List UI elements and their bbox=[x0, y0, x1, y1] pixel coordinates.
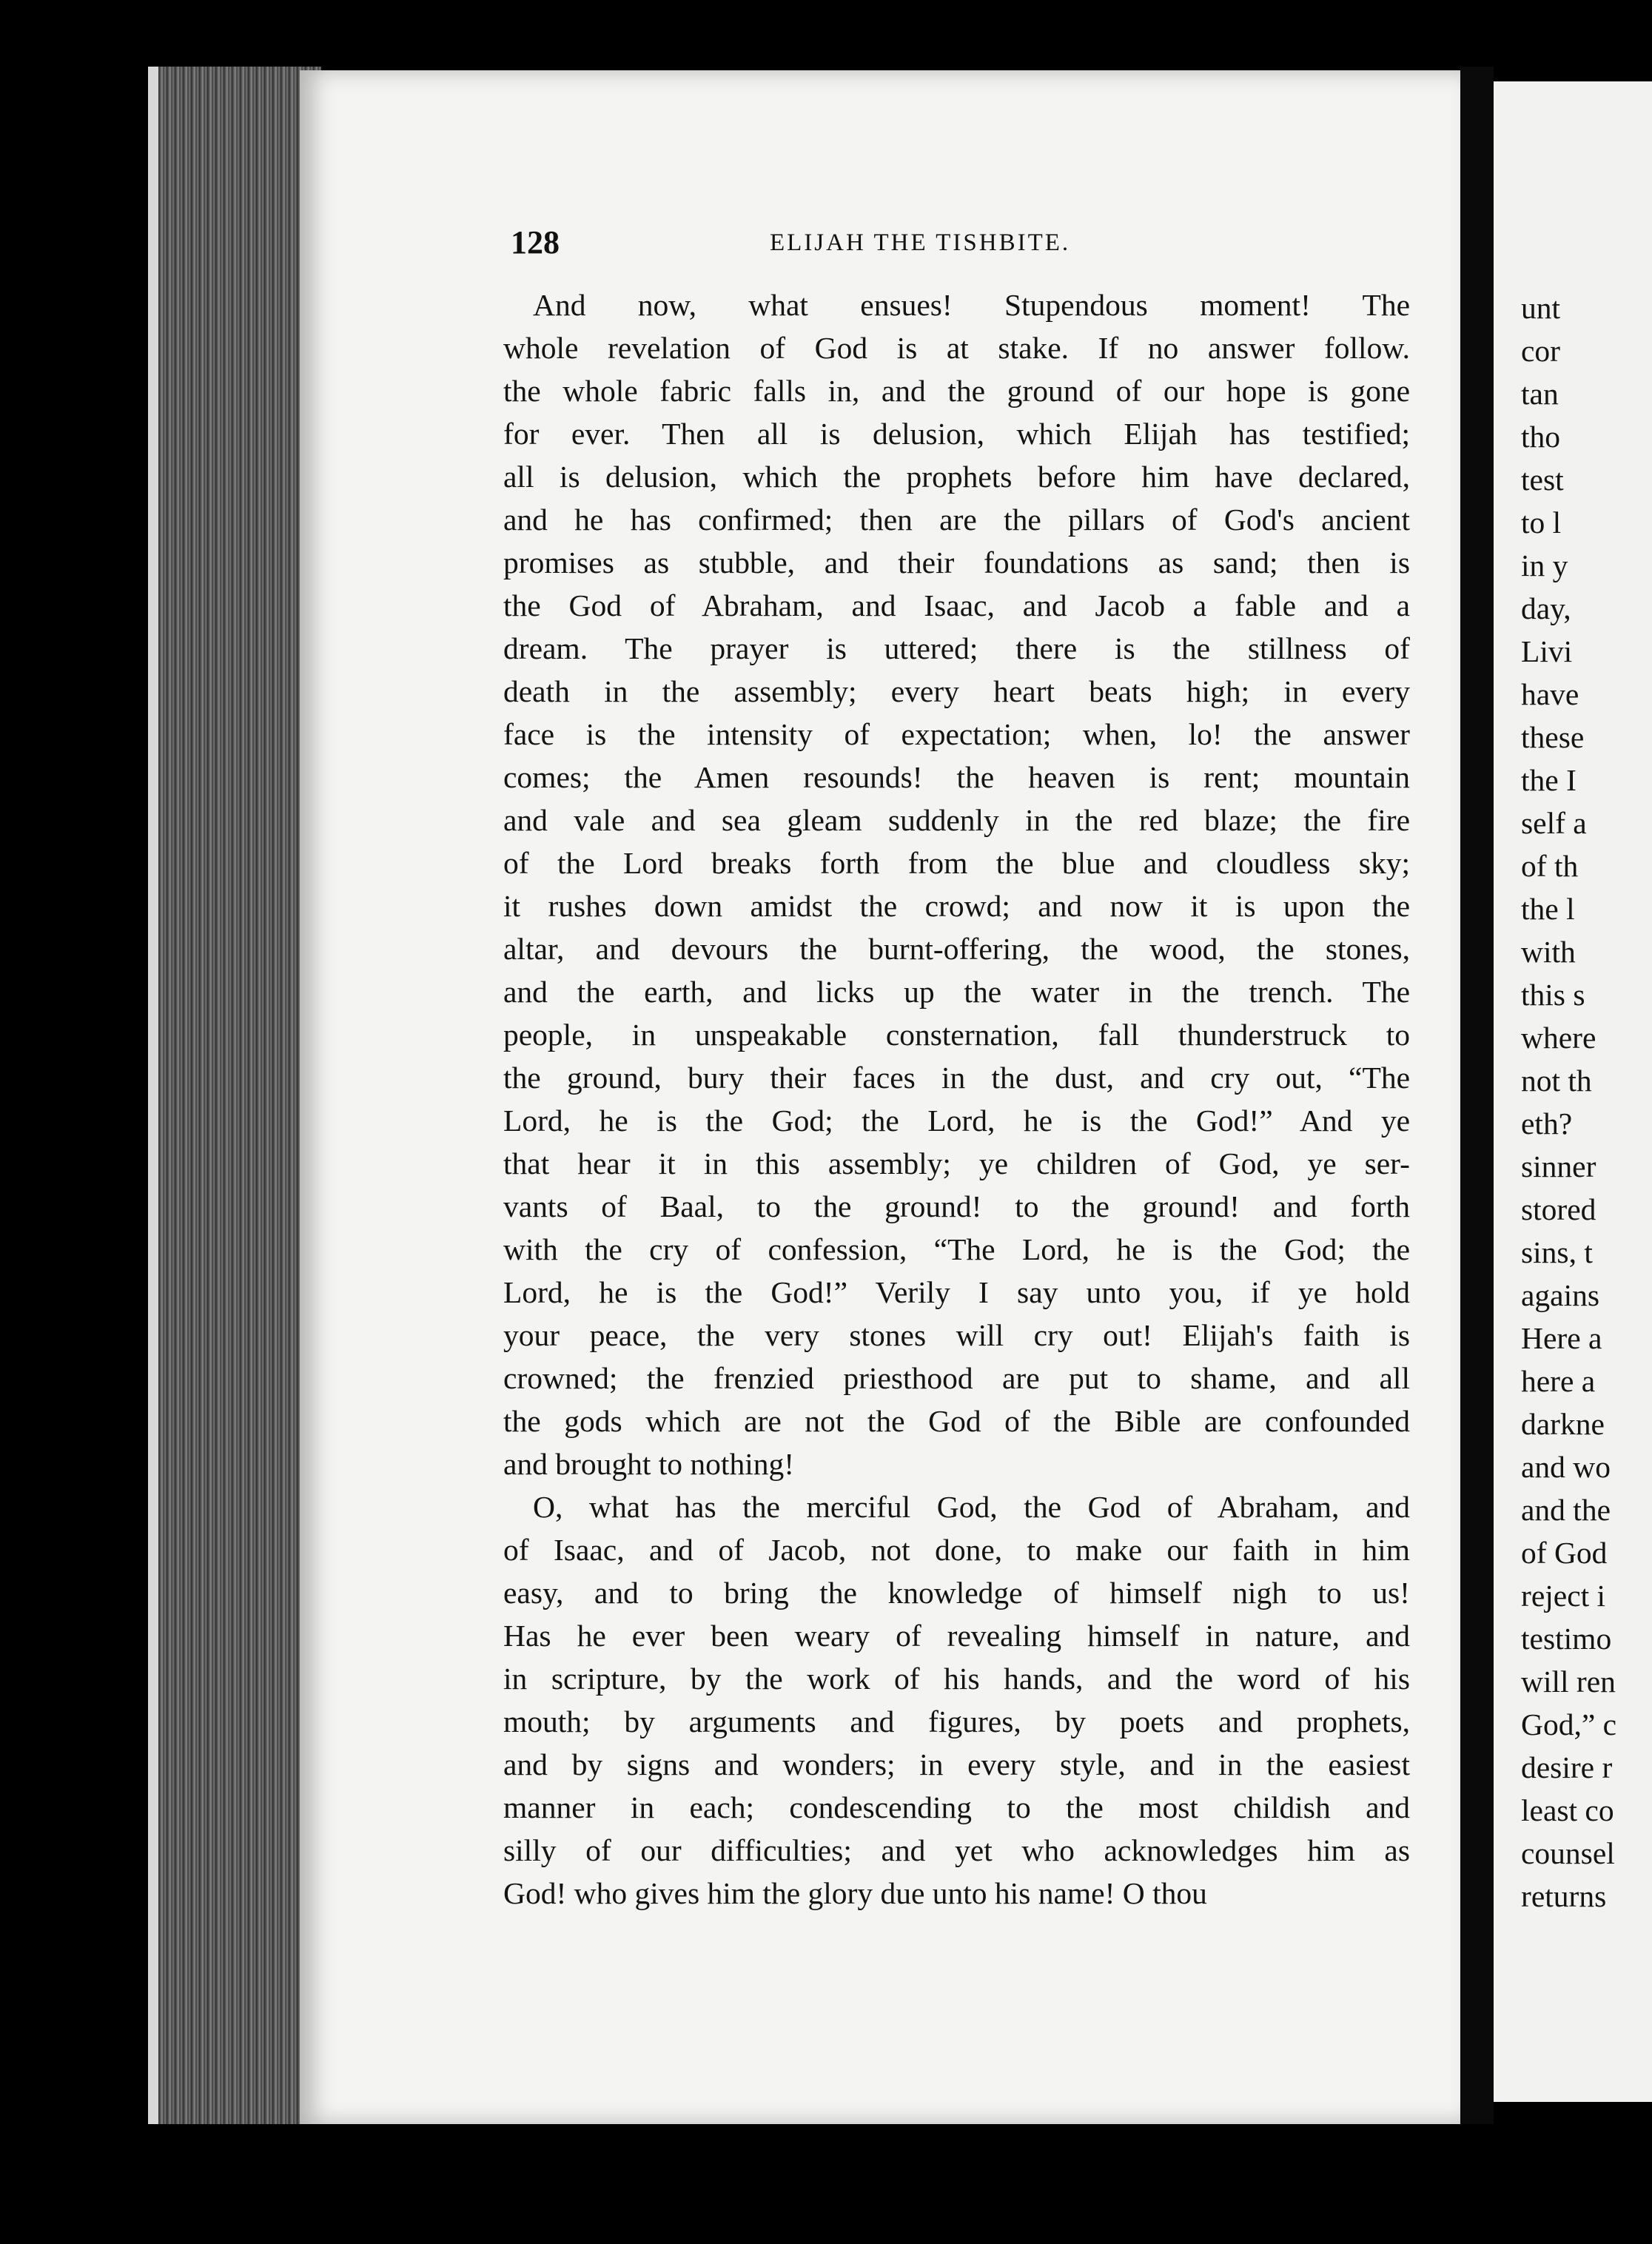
text-line: dream. The prayer is uttered; there is the stillness of bbox=[503, 631, 1410, 665]
right-page-line: with bbox=[1521, 935, 1576, 969]
text-line: vants of Baal, to the ground! to the ground! and forth bbox=[503, 1189, 1410, 1223]
right-page-line: darkne bbox=[1521, 1407, 1605, 1441]
body-text bbox=[503, 283, 1410, 1915]
text-line: the gods which are not the God of the Bible are confounded bbox=[503, 1404, 1410, 1438]
right-page-line: unt bbox=[1521, 291, 1561, 325]
right-page-line: have bbox=[1521, 677, 1579, 711]
text-line: mouth; by arguments and figures, by poets and prophets, bbox=[503, 1704, 1410, 1739]
right-page-line: God,” c bbox=[1521, 1707, 1617, 1741]
right-page-line: eth? bbox=[1521, 1106, 1573, 1141]
right-page-line: sinner bbox=[1521, 1149, 1596, 1183]
right-page-line: not th bbox=[1521, 1064, 1592, 1098]
text-line: and he has confirmed; then are the pillars of God's ancient bbox=[503, 503, 1410, 537]
right-page-line: testimo bbox=[1521, 1622, 1612, 1656]
right-page-line: and the bbox=[1521, 1493, 1611, 1527]
text-line: and the earth, and licks up the water in the trench. The bbox=[503, 975, 1410, 1009]
right-page-line: cor bbox=[1521, 334, 1560, 368]
running-head bbox=[511, 224, 1458, 268]
text-line: in scripture, by the work of his hands, and the word of his bbox=[503, 1662, 1410, 1696]
right-page-line: Here a bbox=[1521, 1321, 1602, 1355]
text-line: your peace, the very stones will cry out! Elijah's faith is bbox=[503, 1318, 1410, 1352]
text-line: silly of our difficulties; and yet who acknowledges him as bbox=[503, 1833, 1410, 1867]
right-page-text bbox=[1521, 286, 1652, 1918]
right-page-line: here a bbox=[1521, 1364, 1596, 1398]
text-line: it rushes down amidst the crowd; and now it is upon the bbox=[503, 889, 1410, 923]
text-line: promises as stubble, and their foundations as sand; then is bbox=[503, 545, 1410, 580]
right-page-line: desire r bbox=[1521, 1750, 1613, 1784]
text-line: people, in unspeakable consternation, fall thunderstruck to bbox=[503, 1018, 1410, 1052]
text-line: the ground, bury their faces in the dust, and cry out, “The bbox=[503, 1061, 1410, 1095]
text-line: and by signs and wonders; in every style, and in the easiest bbox=[503, 1747, 1410, 1781]
right-page-line: will ren bbox=[1521, 1664, 1616, 1699]
text-line: face is the intensity of expectation; when, lo! the answer bbox=[503, 717, 1410, 751]
right-page-line: day, bbox=[1521, 591, 1571, 625]
text-line: O, what has the merciful God, the God of Abraham, and bbox=[533, 1490, 1410, 1524]
text-line: with the cry of confession, “The Lord, he is the God; the bbox=[503, 1232, 1410, 1266]
text-line: altar, and devours the burnt-offering, the wood, the stones, bbox=[503, 932, 1410, 966]
right-page-line: sins, t bbox=[1521, 1235, 1593, 1269]
text-line: whole revelation of God is at stake. If no answer follow. bbox=[503, 331, 1410, 365]
right-page-line: of th bbox=[1521, 849, 1579, 883]
page-edge bbox=[148, 67, 321, 2124]
text-line: all is delusion, which the prophets before him have declared, bbox=[503, 460, 1410, 494]
text-line: And now, what ensues! Stupendous moment! The bbox=[533, 288, 1410, 322]
right-page-line: counsel bbox=[1521, 1836, 1615, 1870]
text-line: death in the assembly; every heart beats high; in every bbox=[503, 674, 1410, 708]
right-page-line: tan bbox=[1521, 377, 1559, 411]
right-page-line: reject i bbox=[1521, 1579, 1606, 1613]
text-line: of the Lord breaks forth from the blue and cloudless sky; bbox=[503, 846, 1410, 880]
text-line: easy, and to bring the knowledge of himself nigh to us! bbox=[503, 1576, 1410, 1610]
right-page-line: stored bbox=[1521, 1192, 1596, 1226]
right-page-line: these bbox=[1521, 720, 1585, 754]
right-page-line: the I bbox=[1521, 763, 1577, 797]
book-gutter bbox=[1460, 67, 1494, 2124]
text-line: of Isaac, and of Jacob, not done, to make our faith in him bbox=[503, 1533, 1410, 1567]
text-line: for ever. Then all is delusion, which Elijah has testified; bbox=[503, 417, 1410, 451]
text-line: crowned; the frenzied priesthood are put to shame, and all bbox=[503, 1361, 1410, 1395]
right-page-line: this s bbox=[1521, 978, 1585, 1012]
running-title: ELIJAH THE TISHBITE. bbox=[770, 229, 1071, 256]
text-line: comes; the Amen resounds! the heaven is rent; mountain bbox=[503, 760, 1410, 794]
right-page-line: least co bbox=[1521, 1793, 1614, 1827]
right-page-line: in y bbox=[1521, 548, 1568, 582]
text-line: the God of Abraham, and Isaac, and Jacob a fable and a bbox=[503, 588, 1410, 622]
right-page-line: self a bbox=[1521, 806, 1587, 840]
text-line: Lord, he is the God; the Lord, he is the God!” And ye bbox=[503, 1103, 1410, 1138]
right-page-line: tho bbox=[1521, 420, 1561, 454]
text-line: God! who gives him the glory due unto his name! O thou bbox=[503, 1876, 1207, 1910]
text-line: that hear it in this assembly; ye children of God, ye ser- bbox=[503, 1146, 1410, 1180]
right-page-line: agains bbox=[1521, 1278, 1600, 1312]
right-page-line: and wo bbox=[1521, 1450, 1611, 1484]
text-line: and brought to nothing! bbox=[503, 1447, 795, 1481]
text-line: Lord, he is the God!” Verily I say unto you, if ye hold bbox=[503, 1275, 1410, 1309]
right-page-line: of God bbox=[1521, 1536, 1608, 1570]
text-line: Has he ever been weary of revealing himself in nature, and bbox=[503, 1619, 1410, 1653]
right-page-line: to l bbox=[1521, 505, 1562, 540]
right-page-line: test bbox=[1521, 463, 1564, 497]
text-line: and vale and sea gleam suddenly in the red blaze; the fire bbox=[503, 803, 1410, 837]
right-page-line: Livi bbox=[1521, 634, 1573, 668]
text-line: manner in each; condescending to the most childish and bbox=[503, 1790, 1410, 1824]
right-page-line: returns bbox=[1521, 1879, 1607, 1913]
right-page-line: the l bbox=[1521, 892, 1575, 926]
page-number: 128 bbox=[511, 224, 560, 261]
text-line: the whole fabric falls in, and the ground of our hope is gone bbox=[503, 374, 1410, 408]
right-page-line: where bbox=[1521, 1021, 1596, 1055]
